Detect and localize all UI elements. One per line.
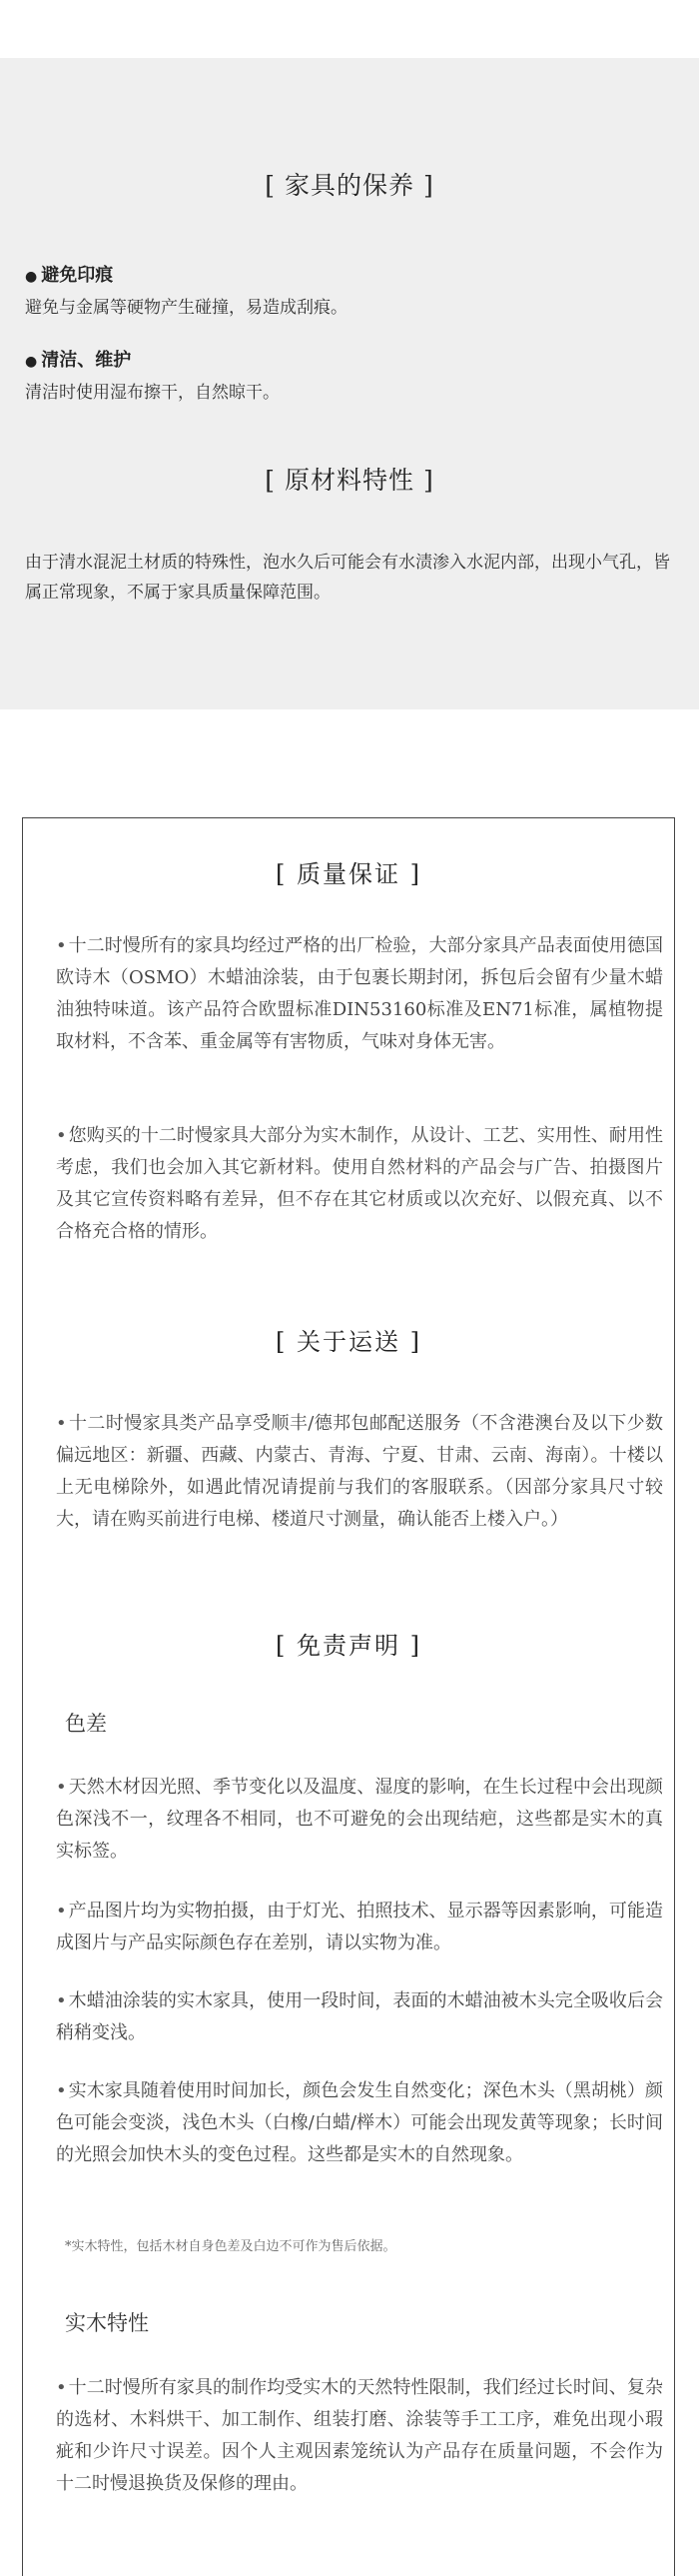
color-note: *实木特性，包括木材自身色差及白边不可作为售后依据。	[65, 2239, 396, 2254]
bullet-icon: ●	[25, 269, 38, 285]
color-para: • 实木家具随着使用时间加长，颜色会发生自然变化；深色木头（黑胡桃）颜色可能会变淡，浅色木头（白橡/白蜡/榉木）可能会出现发黄等现象；长时间的光照会加快木头的变色过程。这些都是实木的自然现象。	[56, 2080, 663, 2165]
care-item-title: ● 清洁、维护	[25, 350, 132, 371]
care-item-cleaning	[25, 346, 674, 403]
wood-para: • 十二时慢所有家具的制作均受实木的天然特性限制，我们经过长时间、复杂的选材、木料烘干、加工制作、组装打磨、涂装等手工工序，难免出现小瑕疵和少许尺寸误差。因个人主观因素笼统认为产品存在质量问题，不会作为十二时慢退换货及保修的理由。	[56, 2377, 663, 2494]
care-section	[0, 58, 699, 709]
quality-para: • 您购买的十二时慢家具大部分为实木制作，从设计、工艺、实用性、耐用性考虑，我们也会加入其它新材料。使用自然材料的产品会与广告、拍摄图片及其它宣传资料略有差异，但不存在其它材质或以次充好、以假充真、以不合格充合格的情形。	[56, 1125, 663, 1242]
shipping-heading: [ 关于运送 ]	[276, 1328, 421, 1356]
color-para: • 天然木材因光照、季节变化以及温度、湿度的影响，在生长过程中会出现颜色深浅不一，纹理各不相同，也不可避免的会出现结疤，这些都是实木的真实标签。	[56, 1777, 663, 1862]
care-item-title: ● 避免印痕	[25, 265, 114, 286]
color-para: • 产品图片均为实物拍摄，由于灯光、拍照技术、显示器等因素影响，可能造成图片与产品实际颜色存在差别，请以实物为准。	[56, 1901, 663, 1953]
quality-para: • 十二时慢所有的家具均经过严格的出厂检验，大部分家具产品表面使用德国欧诗木（OSMO）木蜡油涂装，由于包裹长期封闭，拆包后会留有少量木蜡油独特味道。该产品符合欧盟标准DIN53160标准及EN71标准，属植物提取材料，不含苯、重金属等有害物质，气味对身体无害。	[56, 935, 663, 1052]
top-spacer	[0, 0, 699, 58]
material-text: 由于清水混泥土材质的特殊性，泡水久后可能会有水渍渗入水泥内部，出现小气孔，皆属正常现象，不属于家具质量保障范围。	[25, 553, 670, 603]
care-heading: [ 家具的保养 ]	[265, 171, 434, 200]
care-item-scratch	[25, 261, 674, 318]
care-item-text: 避免与金属等硬物产生碰撞，易造成刮痕。	[25, 298, 348, 318]
care-item-text: 清洁时使用湿布擦干，自然晾干。	[25, 383, 280, 403]
material-heading: [ 原材料特性 ]	[265, 466, 434, 495]
wood-title: 实木特性	[65, 2311, 149, 2335]
bullet-icon: ●	[25, 354, 38, 370]
color-diff-title: 色差	[65, 1712, 107, 1736]
disclaimer-heading: [ 免责声明 ]	[276, 1632, 421, 1660]
color-para: • 木蜡油涂装的实木家具，使用一段时间，表面的木蜡油被木头完全吸收后会稍稍变浅。	[56, 1990, 663, 2043]
policy-box	[22, 817, 675, 2576]
quality-heading: [ 质量保证 ]	[276, 860, 421, 888]
shipping-para: • 十二时慢家具类产品享受顺丰/德邦包邮配送服务（不含港澳台及以下少数偏远地区：新疆、西藏、内蒙古、青海、宁夏、甘肃、云南、海南）。十楼以上无电梯除外，如遇此情况请提前与我们的客服联系。（因部分家具尺寸较大，请在购买前进行电梯、楼道尺寸测量，确认能否上楼入户。）	[56, 1413, 663, 1530]
